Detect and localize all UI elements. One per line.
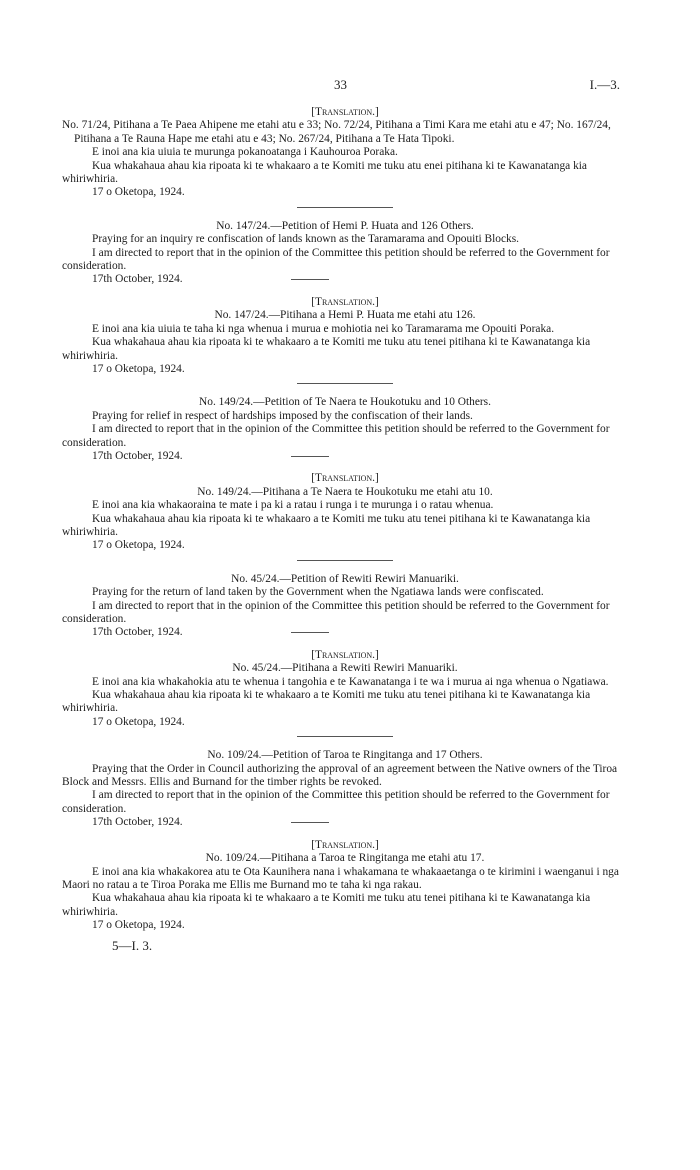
section-divider <box>297 560 393 561</box>
translation-label: [Translation.] <box>311 838 379 851</box>
translation-date: 17 o Oketopa, 1924. <box>92 919 185 932</box>
report-date: 17th October, 1924. <box>92 273 183 286</box>
report-text: Kua whakahaua ahau kia ripoata ki te whakaaro a te Komiti me tuku atu enei pitihana ki te Kawanatanga kia whiriwhiria. <box>62 159 587 186</box>
translation-title: No. 147/24.—Pitihana a Hemi P. Huata me etahi atu 126. <box>214 309 476 322</box>
petition-title: No. 71/24, Pitihana a Te Paea Ahipene me etahi atu e 33; No. 72/24, Pitihana a Timi Kara me etahi atu e 47; No. 167/24, Pitihana a Te Rauna Hape me etahi atu e 43; No. 267/24, Pitihana a Te Hata Tipoki. <box>62 119 611 145</box>
translation-report: Kua whakahaua ahau kia ripoata ki te whakaaro a te Komiti me tuku atu tenei pitihana ki te Kawanatanga kia whiriwhiria. <box>62 689 591 715</box>
translation-date: 17 o Oketopa, 1924. <box>92 362 185 375</box>
translation-report: Kua whakahaua ahau kia ripoata ki te whakaaro a te Komiti me tuku atu tenei pitihana ki te Kawanatanga kia whiriwhiria. <box>62 512 591 538</box>
report-date: 17th October, 1924. <box>92 626 183 639</box>
petition-title: No. 45/24.—Petition of Rewiti Rewiri Manuariki. <box>231 572 459 585</box>
report-text: I am directed to report that in the opinion of the Committee this petition should be referred to the Government for consideration. <box>62 789 610 815</box>
translation-title: No. 149/24.—Pitihana a Te Naera te Houkotuku me etahi atu 10. <box>197 485 493 498</box>
translation-prayer: E inoi ana kia whakaoraina te mate i pa ki a ratau i runga i te murunga i o ratau whenua. <box>92 499 494 512</box>
translation-report: Kua whakahaua ahau kia ripoata ki te whakaaro a te Komiti me tuku atu tenei pitihana ki te Kawanatanga kia whiriwhiria. <box>62 892 591 918</box>
translation-prayer: E inoi ana kia uiuia te taha ki nga whenua i murua e mohiotia nei ko Taramarama me Opouiti Poraka. <box>92 322 555 335</box>
prayer-text: Praying for the return of land taken by the Government when the Ngatiawa lands were confiscated. <box>92 586 544 599</box>
report-text: I am directed to report that in the opinion of the Committee this petition should be referred to the Government for consideration. <box>62 246 610 273</box>
translation-report: Kua whakahaua ahau kia ripoata ki te whakaaro a te Komiti me tuku atu tenei pitihana ki te Kawanatanga kia whiriwhiria. <box>62 336 591 362</box>
short-divider <box>291 822 329 823</box>
translation-prayer: E inoi ana kia whakakorea atu te Ota Kaunihera nana i whakamana te whakaaetanga o te kirimini i waenganui i nga Maori no ratau a te Tiroa Poraka me Ellis me Burnand mo te taha ki nga rakau. <box>62 865 619 891</box>
signature-mark: 5—I. 3. <box>112 937 153 953</box>
translation-label: [Translation.] <box>311 295 379 308</box>
report-date: 17th October, 1924. <box>92 449 183 462</box>
report-text: I am directed to report that in the opinion of the Committee this petition should be referred to the Government for consideration. <box>62 599 610 625</box>
translation-title: No. 45/24.—Pitihana a Rewiti Rewiri Manuariki. <box>232 662 458 675</box>
prayer-text: Praying for an inquiry re confiscation of lands known as the Taramarama and Opouiti Blocks. <box>92 233 519 246</box>
petition-title: No. 147/24.—Petition of Hemi P. Huata and 126 Others. <box>216 219 474 232</box>
section-divider <box>297 736 393 737</box>
document-reference: I.—3. <box>589 77 620 92</box>
prayer-text: Praying for relief in respect of hardships imposed by the confiscation of their lands. <box>92 409 473 422</box>
page-number: 33 <box>334 77 347 92</box>
petition-title: No. 109/24.—Petition of Taroa te Ringitanga and 17 Others. <box>207 749 483 762</box>
translation-label: [Translation.] <box>311 106 379 118</box>
short-divider <box>291 632 329 633</box>
section-divider <box>297 383 393 384</box>
translation-label: [Translation.] <box>311 472 379 485</box>
prayer-text: Praying that the Order in Council authorizing the approval of an agreement between the Native owners of the Tiroa Block and Messrs. Ellis and Burnand for the timber rights be revoked. <box>62 762 618 789</box>
translation-prayer: E inoi ana kia whakahokia atu te whenua i tangohia e te Kawanatanga i te wa i murua ai nga whenua o Ngatiawa. <box>92 675 609 688</box>
translation-date: 17 o Oketopa, 1924. <box>92 539 185 552</box>
translation-label: [Translation.] <box>311 648 379 661</box>
translation-title: No. 109/24.—Pitihana a Taroa te Ringitanga me etahi atu 17. <box>205 852 485 865</box>
section-divider <box>297 207 393 208</box>
prayer-text: E inoi ana kia uiuia te murunga pokanoatanga i Kauhouroa Poraka. <box>92 146 398 159</box>
report-text: I am directed to report that in the opinion of the Committee this petition should be referred to the Government for consideration. <box>62 423 610 449</box>
short-divider <box>291 279 329 280</box>
petition-title: No. 149/24.—Petition of Te Naera te Houkotuku and 10 Others. <box>199 396 491 409</box>
short-divider <box>291 456 329 457</box>
report-date: 17 o Oketopa, 1924. <box>92 186 185 199</box>
translation-date: 17 o Oketopa, 1924. <box>92 715 185 728</box>
report-date: 17th October, 1924. <box>92 816 183 829</box>
